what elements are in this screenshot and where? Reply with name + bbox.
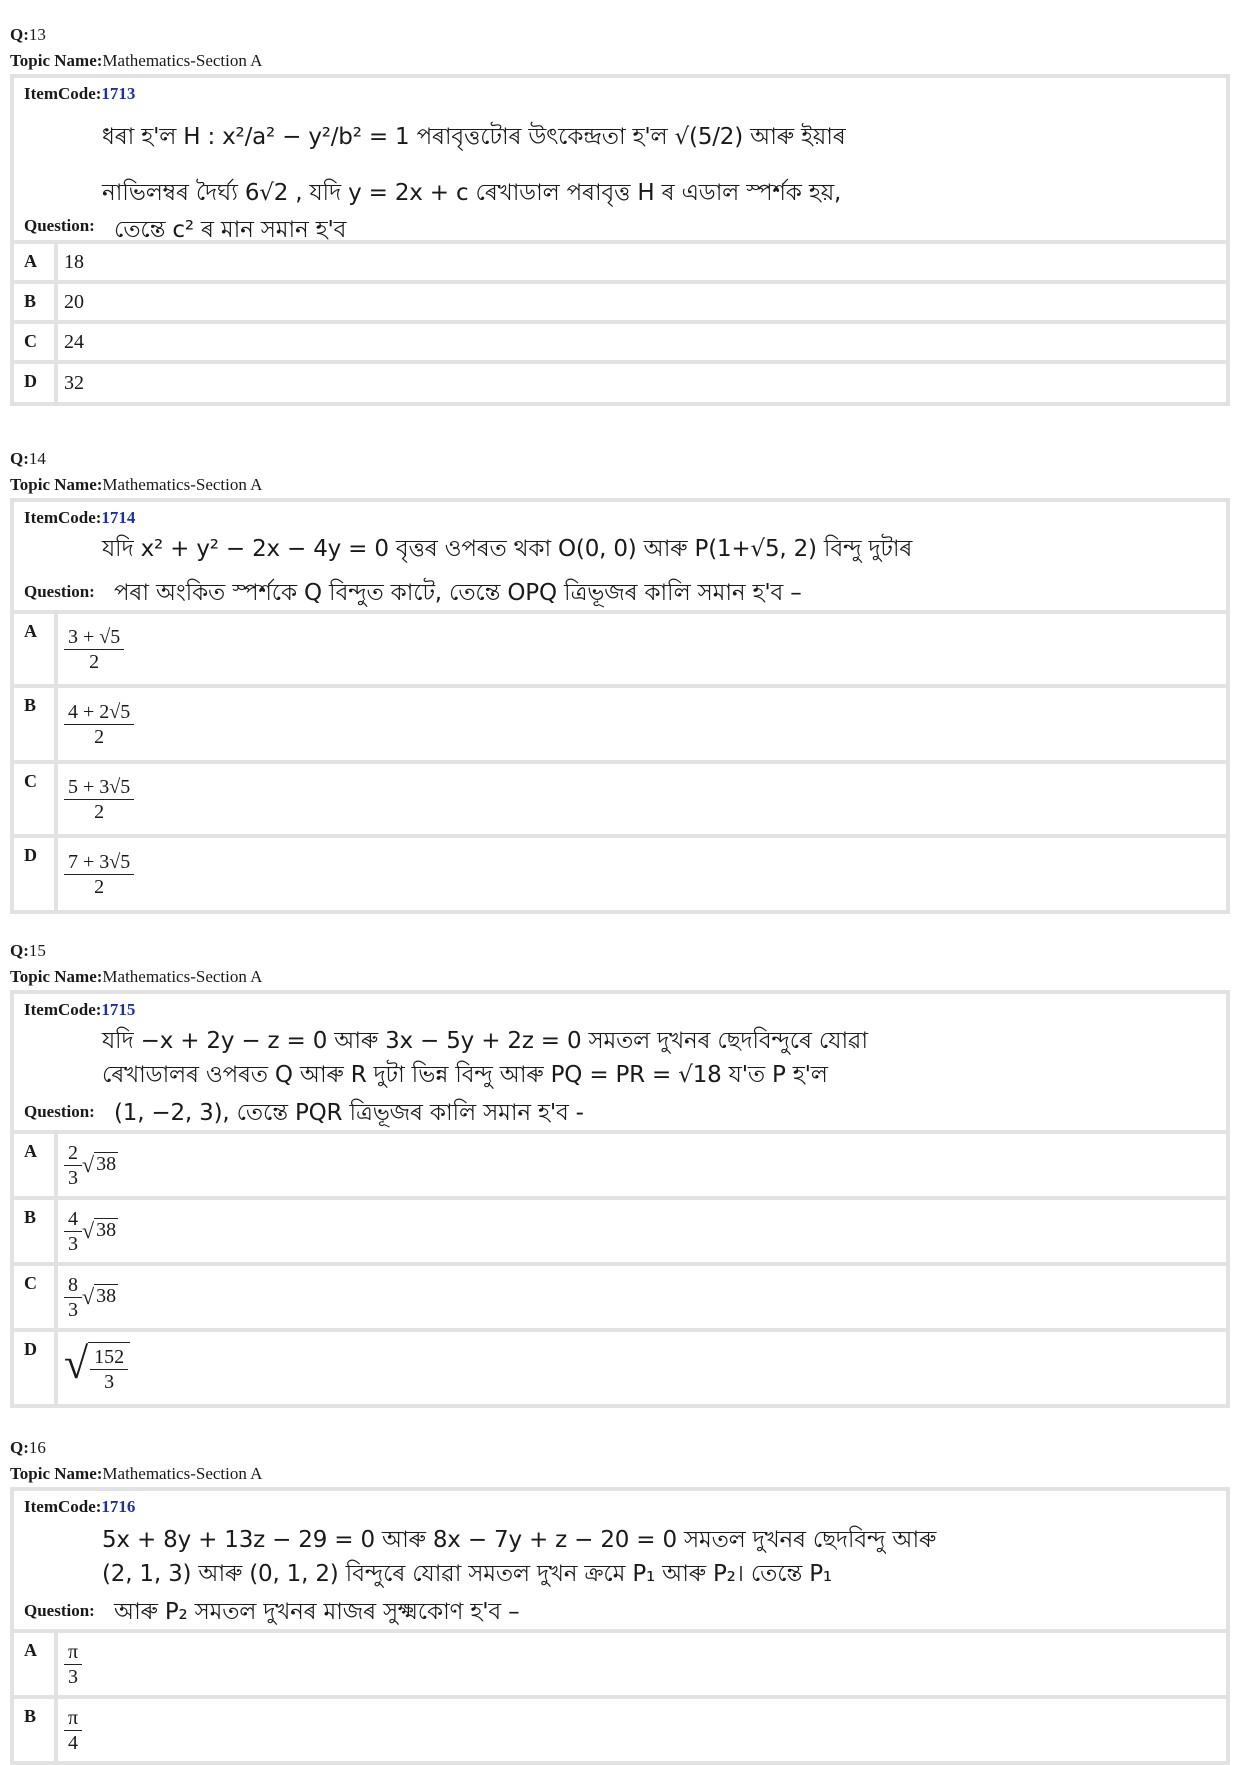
fraction-denominator: 3 bbox=[104, 1371, 115, 1393]
question-label: Question: bbox=[24, 1601, 95, 1620]
option-b[interactable] bbox=[14, 1200, 1226, 1266]
item-code-label: ItemCode: bbox=[24, 508, 102, 527]
topic-name: Mathematics-Section A bbox=[102, 51, 263, 70]
question-card bbox=[10, 498, 1230, 914]
stem-line-2: (2, 1, 3) আৰু (0, 1, 2) বিন্দুৰে যোৱা সমতল দুখন ক্ৰমে P₁ আৰু P₂। তেন্তে P₁ bbox=[102, 1561, 832, 1587]
option-value: 18 bbox=[64, 250, 84, 273]
topic-line bbox=[10, 1461, 1230, 1487]
topic-name: Mathematics-Section A bbox=[102, 967, 263, 986]
topic-label: Topic Name: bbox=[10, 967, 103, 986]
option-letter: A bbox=[14, 1134, 58, 1196]
fraction-denominator: 2 bbox=[94, 725, 105, 748]
stem-line-3: তেন্তে c² ৰ মান সমান হ'ব bbox=[114, 217, 347, 243]
topic-label: Topic Name: bbox=[10, 1464, 103, 1483]
fraction-denominator: 3 bbox=[68, 1166, 78, 1189]
stem-line-3: আৰু P₂ সমতল দুখনৰ মাজৰ সুক্ষ্মকোণ হ'ব – bbox=[114, 1599, 520, 1625]
item-code-line bbox=[24, 508, 1216, 528]
q-number: 14 bbox=[28, 449, 46, 468]
item-code-value: 1716 bbox=[101, 1497, 136, 1516]
topic-line bbox=[10, 964, 1230, 990]
question-stem bbox=[14, 994, 1226, 1134]
item-code-value: 1714 bbox=[101, 508, 136, 527]
item-code-label: ItemCode: bbox=[24, 1000, 102, 1019]
option-letter: C bbox=[14, 324, 58, 360]
fraction-numerator: 4 + 2√5 bbox=[64, 700, 134, 725]
fraction-numerator: 7 + 3√5 bbox=[64, 850, 134, 875]
option-fraction bbox=[64, 700, 134, 749]
option-c[interactable] bbox=[14, 764, 1226, 838]
option-radical: √ 38 bbox=[82, 1284, 117, 1309]
option-fraction bbox=[90, 1345, 128, 1394]
option-a[interactable] bbox=[14, 614, 1226, 688]
item-code-line bbox=[24, 1497, 1216, 1517]
question-card bbox=[10, 74, 1230, 406]
question-stem bbox=[14, 78, 1226, 244]
option-b[interactable] bbox=[14, 284, 1226, 324]
question-label: Question: bbox=[24, 582, 95, 601]
option-letter: A bbox=[14, 244, 58, 280]
option-fraction bbox=[64, 1273, 82, 1322]
option-b[interactable] bbox=[14, 1699, 1226, 1761]
option-letter: C bbox=[14, 764, 58, 834]
option-letter: B bbox=[14, 1699, 58, 1761]
option-letter: D bbox=[14, 838, 58, 910]
question-card bbox=[10, 990, 1230, 1408]
option-letter: B bbox=[14, 1200, 58, 1262]
question-block-14 bbox=[10, 446, 1230, 914]
topic-label: Topic Name: bbox=[10, 475, 103, 494]
option-d[interactable] bbox=[14, 1332, 1226, 1404]
q-label: Q: bbox=[10, 941, 29, 960]
topic-name: Mathematics-Section A bbox=[102, 475, 263, 494]
item-code-label: ItemCode: bbox=[24, 1497, 102, 1516]
option-letter: D bbox=[14, 364, 58, 402]
radicand: 38 bbox=[94, 1284, 118, 1310]
option-a[interactable] bbox=[14, 1633, 1226, 1699]
fraction-denominator: 3 bbox=[68, 1232, 78, 1255]
option-fraction bbox=[64, 775, 134, 824]
question-block-15 bbox=[10, 938, 1230, 1408]
option-radical: √ 38 bbox=[82, 1152, 117, 1177]
stem-line-2: ৰেখাডালৰ ওপৰত Q আৰু R দুটা ভিন্ন বিন্দু আৰু PQ = PR = √18 য'ত P হ'ল bbox=[102, 1062, 828, 1088]
fraction-numerator: 3 + √5 bbox=[64, 625, 124, 650]
question-block-16 bbox=[10, 1435, 1230, 1765]
fraction-numerator: π bbox=[64, 1706, 82, 1731]
question-stem bbox=[14, 1491, 1226, 1633]
radicand: 38 bbox=[94, 1218, 118, 1244]
option-letter: B bbox=[14, 688, 58, 760]
option-c[interactable] bbox=[14, 1266, 1226, 1332]
question-card bbox=[10, 1487, 1230, 1765]
question-label: Question: bbox=[24, 1102, 95, 1121]
fraction-numerator: π bbox=[64, 1640, 82, 1665]
option-value: 20 bbox=[64, 290, 84, 313]
stem-line-1: 5x + 8y + 13z − 29 = 0 আৰু 8x − 7y + z − 20 = 0 সমতল দুখনৰ ছেদবিন্দু আৰু bbox=[102, 1527, 937, 1553]
option-letter: A bbox=[14, 614, 58, 684]
item-code-line bbox=[24, 1000, 1216, 1020]
option-a[interactable] bbox=[14, 1134, 1226, 1200]
item-code-value: 1715 bbox=[101, 1000, 136, 1019]
stem-line-3: (1, −2, 3), তেন্তে PQR ত্ৰিভূজৰ কালি সমান হ'ব - bbox=[114, 1100, 584, 1126]
question-number-line bbox=[10, 1435, 1230, 1461]
option-fraction bbox=[64, 850, 134, 899]
fraction-denominator: 3 bbox=[68, 1665, 79, 1688]
q-number: 13 bbox=[28, 25, 46, 44]
option-value: 24 bbox=[64, 330, 84, 353]
item-code-label: ItemCode: bbox=[24, 84, 102, 103]
option-letter: B bbox=[14, 284, 58, 320]
fraction-denominator: 4 bbox=[68, 1731, 79, 1754]
topic-line bbox=[10, 48, 1230, 74]
fraction-numerator: 8 bbox=[64, 1273, 82, 1298]
option-fraction bbox=[64, 625, 124, 674]
option-radical: √ 38 bbox=[82, 1218, 117, 1243]
stem-line-2: পৰা অংকিত স্পৰ্শকে Q বিন্দুত কাটে, তেন্তে OPQ ত্ৰিভূজৰ কালি সমান হ'ব – bbox=[114, 580, 802, 606]
question-stem bbox=[14, 502, 1226, 614]
option-letter: D bbox=[14, 1332, 58, 1404]
option-c[interactable] bbox=[14, 324, 1226, 364]
option-letter: A bbox=[14, 1633, 58, 1695]
option-fraction bbox=[64, 1207, 82, 1256]
option-fraction bbox=[64, 1640, 82, 1689]
topic-label: Topic Name: bbox=[10, 51, 103, 70]
option-letter: C bbox=[14, 1266, 58, 1328]
option-fraction bbox=[64, 1706, 82, 1755]
topic-name: Mathematics-Section A bbox=[102, 1464, 263, 1483]
radicand: 38 bbox=[94, 1152, 118, 1178]
option-value: 32 bbox=[64, 371, 84, 394]
stem-line-1: যদি −x + 2y − z = 0 আৰু 3x − 5y + 2z = 0 সমতল দুখনৰ ছেদবিন্দুৰে যোৱা bbox=[102, 1028, 868, 1054]
option-radical: √ $\frac{152}{3}$ bbox=[64, 1342, 130, 1394]
fraction-numerator: 2 bbox=[64, 1141, 82, 1166]
option-a[interactable] bbox=[14, 244, 1226, 284]
question-label: Question: bbox=[24, 216, 95, 235]
q-label: Q: bbox=[10, 449, 29, 468]
option-fraction bbox=[64, 1141, 82, 1190]
q-number: 15 bbox=[28, 941, 46, 960]
stem-line-1: যদি x² + y² − 2x − 4y = 0 বৃত্তৰ ওপৰত থকা O(0, 0) আৰু P(1+√5, 2) বিন্দু দুটাৰ bbox=[102, 536, 913, 562]
question-number-line bbox=[10, 22, 1230, 48]
question-number-line bbox=[10, 446, 1230, 472]
question-number-line bbox=[10, 938, 1230, 964]
fraction-numerator: 5 + 3√5 bbox=[64, 775, 134, 800]
option-d[interactable] bbox=[14, 838, 1226, 910]
question-block-13 bbox=[10, 22, 1230, 406]
option-d[interactable] bbox=[14, 364, 1226, 402]
topic-line bbox=[10, 472, 1230, 498]
item-code-value: 1713 bbox=[101, 84, 136, 103]
fraction-denominator: 2 bbox=[94, 875, 105, 898]
q-label: Q: bbox=[10, 1438, 29, 1457]
fraction-denominator: 2 bbox=[94, 800, 105, 823]
stem-line-2: নাভিলম্বৰ দৈৰ্ঘ্য 6√2 , যদি y = 2x + c ৰেখাডাল পৰাবৃত্ত H ৰ এডাল স্পৰ্শক হয়, bbox=[102, 180, 842, 206]
q-number: 16 bbox=[28, 1438, 46, 1457]
fraction-numerator: 4 bbox=[64, 1207, 82, 1232]
fraction-denominator: 3 bbox=[68, 1298, 78, 1321]
stem-line-1: ধৰা হ'ল H : x²/a² − y²/b² = 1 পৰাবৃত্তটোৰ উৎকেন্দ্ৰতা হ'ল √(5/2) আৰু ইয়াৰ bbox=[102, 124, 846, 150]
item-code-line bbox=[24, 84, 1216, 104]
fraction-numerator: 152 bbox=[90, 1345, 128, 1370]
option-b[interactable] bbox=[14, 688, 1226, 764]
q-label: Q: bbox=[10, 25, 29, 44]
fraction-denominator: 2 bbox=[89, 650, 100, 673]
